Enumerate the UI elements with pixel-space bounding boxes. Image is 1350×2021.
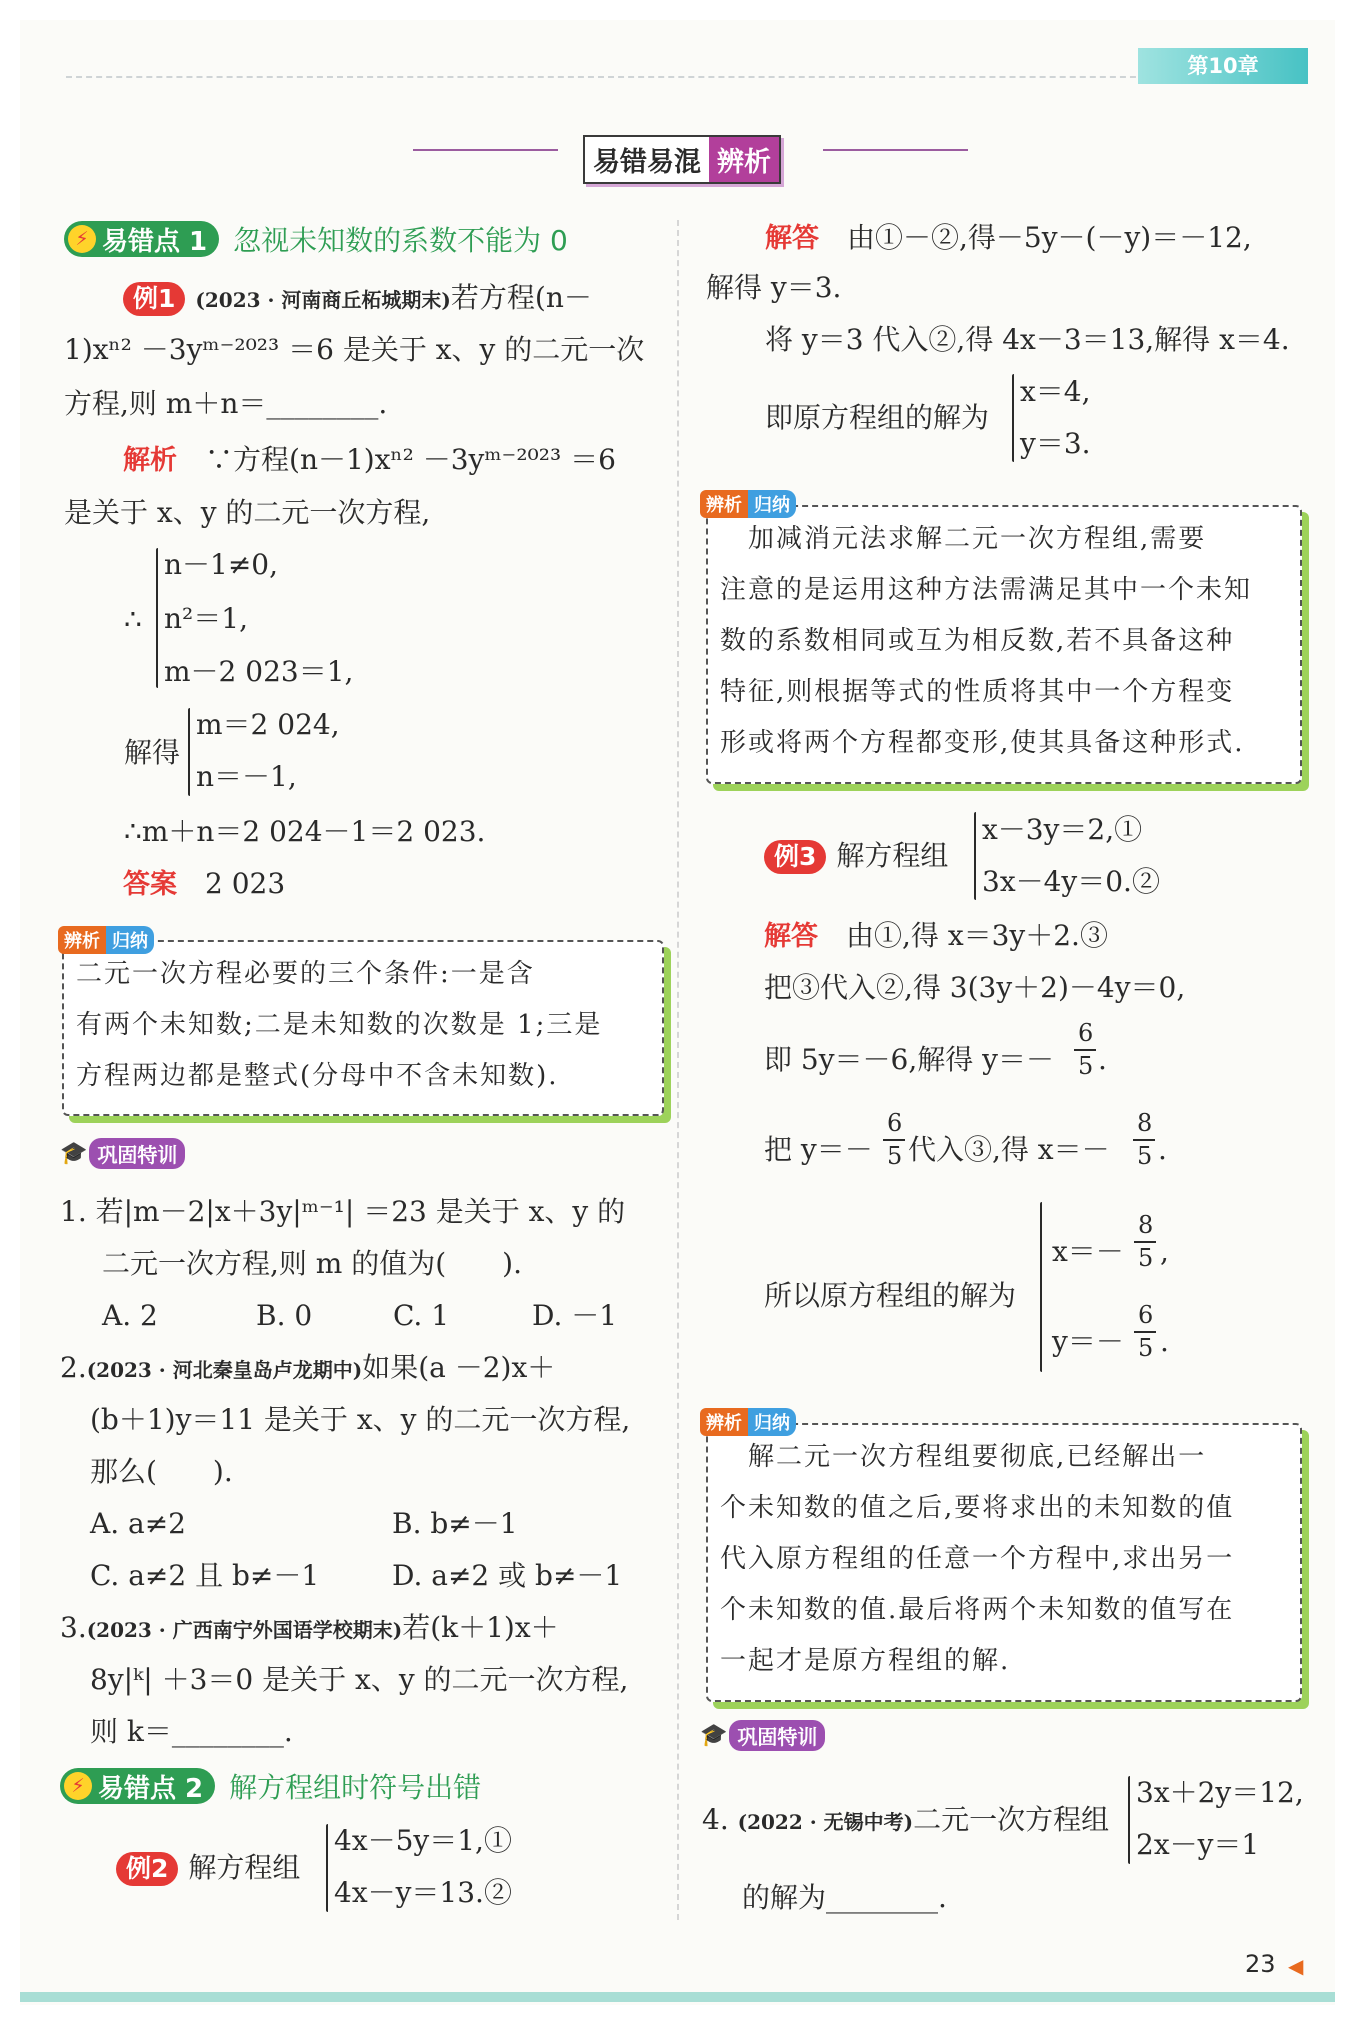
question-3-line1: [60, 1608, 559, 1650]
question-source: (2022 · 无锡中考): [737, 1810, 914, 1834]
question-2-option-a[interactable]: A. a≠2: [90, 1507, 186, 1540]
training-tag: [60, 1138, 185, 1169]
note-line: 代入原方程组的任意一个方程中,求出另一: [720, 1544, 1235, 1574]
system-brace: [1128, 1776, 1130, 1864]
equation-2: 2x－y＝1: [1136, 1828, 1260, 1861]
example-badge: 例2: [116, 1852, 178, 1886]
question-3-line3: 则 k＝________.: [90, 1715, 293, 1748]
answer-tag: 答案: [123, 869, 177, 900]
equation-1: 4x－5y＝1,①: [334, 1824, 512, 1857]
answer-1-line3: 将 y＝3 代入②,得 4x－3＝13,解得 x＝4.: [765, 323, 1290, 356]
example-1-line2: 1)xⁿ² －3yᵐ⁻²⁰²³ ＝6 是关于 x、y 的二元一次: [64, 333, 645, 366]
question-1-line2: 二元一次方程,则 m 的值为( ).: [102, 1247, 523, 1280]
example-1-line1: [123, 278, 592, 320]
banner-wing-left: [413, 149, 558, 151]
note-line: 一起才是原方程组的解.: [720, 1646, 1011, 1676]
question-text: 二元一次方程组: [913, 1803, 1110, 1836]
fraction-denominator: 5: [1138, 1244, 1154, 1272]
note-tag-a: 辨析: [58, 926, 106, 954]
answer-3-line3: 即 5y＝－6,解得 y＝－: [764, 1043, 1054, 1076]
note-line: 加减消元法求解二元一次方程组,需要: [720, 524, 1207, 554]
summary-note-1: [62, 940, 664, 1116]
note-tag-b: 归纳: [748, 490, 796, 518]
condition-1: n－1≠0,: [164, 548, 279, 581]
header-rule: [66, 76, 1146, 78]
solution-x: x＝4,: [1020, 375, 1091, 408]
equation-2: 4x－y＝13.②: [334, 1876, 512, 1909]
answer-3-line4a: 把 y＝－: [764, 1133, 873, 1166]
solution-n: n＝－1,: [196, 760, 297, 793]
answer-3-line1: [764, 916, 1108, 957]
question-1-option-d[interactable]: D. －1: [532, 1299, 618, 1332]
question-2-line1: [60, 1348, 555, 1390]
note-tag: [700, 1408, 796, 1436]
question-1-option-b[interactable]: B. 0: [256, 1299, 313, 1332]
training-tag: [700, 1720, 825, 1751]
solution-y-lead: y＝－: [1052, 1325, 1124, 1358]
note-tag-b: 归纳: [106, 926, 154, 954]
question-2-line3: 那么( ).: [90, 1455, 233, 1488]
example-badge: 例3: [764, 840, 826, 874]
fraction-denominator: 5: [1137, 1142, 1153, 1170]
chapter-tab: 第10章: [1138, 48, 1308, 84]
fraction-numerator: 6: [1078, 1019, 1094, 1047]
answer-3-line5: 所以原方程组的解为: [764, 1279, 1017, 1312]
example-1-line3: 方程,则 m＋n＝________.: [64, 387, 388, 420]
note-tag-a: 辨析: [700, 490, 748, 518]
answer-tag: 解答: [765, 223, 819, 254]
example-1-solution-line2: 是关于 x、y 的二元一次方程,: [64, 496, 431, 529]
note-line: 解二元一次方程组要彻底,已经解出一: [720, 1442, 1207, 1472]
question-source: (2023 · 河南商丘柘城期末): [195, 288, 451, 312]
error-point-1: [64, 219, 568, 259]
graduation-cap-icon: 🎓: [60, 1141, 88, 1166]
error-point-label: 易错点 1: [102, 226, 208, 257]
error-point-2: [60, 1766, 481, 1806]
system-brace: [974, 812, 976, 900]
question-2-option-d[interactable]: D. a≠2 或 b≠－1: [392, 1559, 623, 1592]
solution-brace: [188, 708, 190, 796]
page-arrow-icon: ◀: [1288, 1954, 1304, 1978]
question-2-option-c[interactable]: C. a≠2 且 b≠－1: [90, 1559, 320, 1592]
fraction-denominator: 5: [887, 1142, 903, 1170]
answer-3-line2: 把③代入②,得 3(3y＋2)－4y＝0,: [764, 971, 1186, 1004]
note-line: 方程两边都是整式(分母中不含未知数).: [76, 1061, 559, 1091]
solution-brace: [1012, 374, 1014, 462]
question-2-option-b[interactable]: B. b≠－1: [392, 1507, 518, 1540]
condition-3: m－2 023＝1,: [164, 655, 354, 688]
note-line: 注意的是运用这种方法需满足其中一个未知: [720, 575, 1253, 605]
graduation-cap-icon: 🎓: [700, 1723, 728, 1748]
question-2-line2: (b＋1)y＝11 是关于 x、y 的二元一次方程,: [90, 1403, 631, 1436]
solution-x-lead: x＝－: [1052, 1235, 1124, 1268]
equation-1: x－3y＝2,①: [982, 813, 1143, 846]
fraction-denominator: 5: [1138, 1334, 1154, 1362]
solution-brace: [1040, 1202, 1042, 1372]
answer-value: 2 023: [205, 867, 286, 900]
note-line: 特征,则根据等式的性质将其中一个方程变: [720, 677, 1235, 707]
note-tag-a: 辨析: [700, 1408, 748, 1436]
example-badge: 例1: [123, 282, 185, 316]
error-point-title: 忽视未知数的系数不能为 0: [233, 224, 568, 257]
fraction-numerator: 8: [1137, 1109, 1153, 1137]
question-text: 若(k＋1)x＋: [402, 1611, 559, 1644]
answer-3-line4b: 代入③,得 x＝－: [908, 1133, 1110, 1166]
answer-1-line4: 即原方程组的解为: [765, 401, 990, 434]
question-4-line2: 的解为________.: [742, 1881, 947, 1914]
bolt-icon: ⚡: [68, 225, 96, 253]
fraction-numerator: 6: [1138, 1301, 1154, 1329]
comma: ,: [1160, 1235, 1169, 1268]
question-1-option-a[interactable]: A. 2: [102, 1299, 158, 1332]
note-line: 个未知数的值之后,要将求出的未知数的值: [720, 1493, 1235, 1523]
example-lead: 解方程组: [188, 1851, 301, 1884]
question-text: 若方程(n－: [450, 281, 592, 314]
example-1-solution-line1: [123, 440, 616, 481]
training-label: 巩固特训: [729, 1720, 825, 1751]
question-3-line2: 8y|ᵏ| ＋3＝0 是关于 x、y 的二元一次方程,: [90, 1663, 629, 1696]
note-line: 数的系数相同或互为相反数,若不具备这种: [720, 626, 1235, 656]
banner-highlight: 辨析: [709, 137, 779, 182]
note-tag: [58, 926, 154, 954]
training-label: 巩固特训: [89, 1138, 185, 1169]
section-banner: [583, 137, 781, 181]
column-divider: [677, 220, 679, 1920]
note-line: 形或将两个方程都变形,使其具备这种形式.: [720, 728, 1245, 758]
question-4-line1: [702, 1800, 1109, 1842]
system-brace: [326, 1824, 328, 1912]
example-lead: 解方程组: [836, 839, 949, 872]
final-step: ∴m＋n＝2 024－1＝2 023.: [124, 815, 486, 848]
bolt-icon: ⚡: [64, 1772, 92, 1800]
answer-tag: 解答: [764, 921, 818, 952]
note-line: 有两个未知数;二是未知数的次数是 1;三是: [76, 1010, 603, 1040]
answer-1-line2: 解得 y＝3.: [706, 271, 842, 304]
note-tag-b: 归纳: [748, 1408, 796, 1436]
note-tag: [700, 490, 796, 518]
question-number: 3.: [60, 1611, 87, 1644]
condition-2: n²＝1,: [164, 602, 248, 635]
note-line: 个未知数的值.最后将两个未知数的值写在: [720, 1595, 1235, 1625]
page-number: 23: [1245, 1950, 1276, 1978]
solution-text: ∵方程(n－1)xⁿ² －3yᵐ⁻²⁰²³ ＝6: [205, 443, 616, 476]
question-1-option-c[interactable]: C. 1: [393, 1299, 450, 1332]
question-1-line1: 1. 若|m－2|x＋3y|ᵐ⁻¹| ＝23 是关于 x、y 的: [60, 1195, 626, 1228]
equation-1: 3x＋2y＝12,: [1136, 1776, 1304, 1809]
banner-title: 易错易混: [593, 146, 701, 178]
system-brace: [156, 548, 158, 688]
period: .: [1098, 1043, 1107, 1076]
footer-strip: [20, 1992, 1335, 2002]
answer-text: 由①－②,得－5y－(－y)＝－12,: [847, 221, 1252, 254]
fraction-numerator: 6: [887, 1109, 903, 1137]
solution-tag: 解析: [123, 445, 177, 476]
question-source: (2023 · 河北秦皇岛卢龙期中): [86, 1358, 363, 1382]
therefore-symbol: ∴: [124, 603, 142, 636]
solution-m: m＝2 024,: [196, 708, 340, 741]
example-3: [764, 836, 948, 876]
summary-note-2: [706, 505, 1302, 784]
banner-wing-right: [823, 149, 968, 151]
fraction-denominator: 5: [1078, 1052, 1094, 1080]
solution-y: y＝3.: [1020, 427, 1091, 460]
period: .: [1160, 1325, 1169, 1358]
question-number: 2.: [60, 1351, 87, 1384]
answer-line: [123, 864, 285, 905]
solve-word: 解得: [124, 736, 181, 769]
summary-note-3: [706, 1423, 1302, 1702]
question-source: (2023 · 广西南宁外国语学校期末): [86, 1618, 403, 1642]
question-number: 4.: [702, 1803, 729, 1836]
equation-2: 3x－4y＝0.②: [982, 865, 1160, 898]
period: .: [1158, 1133, 1167, 1166]
question-text: 如果(a －2)x＋: [362, 1351, 556, 1384]
error-point-title: 解方程组时符号出错: [229, 1771, 482, 1804]
answer-text: 由①,得 x＝3y＋2.③: [846, 919, 1108, 952]
answer-1-line1: [765, 218, 1252, 259]
error-point-label: 易错点 2: [98, 1773, 204, 1804]
fraction-numerator: 8: [1138, 1211, 1154, 1239]
example-2: [116, 1848, 300, 1888]
note-line: 二元一次方程必要的三个条件:一是含: [76, 959, 535, 989]
